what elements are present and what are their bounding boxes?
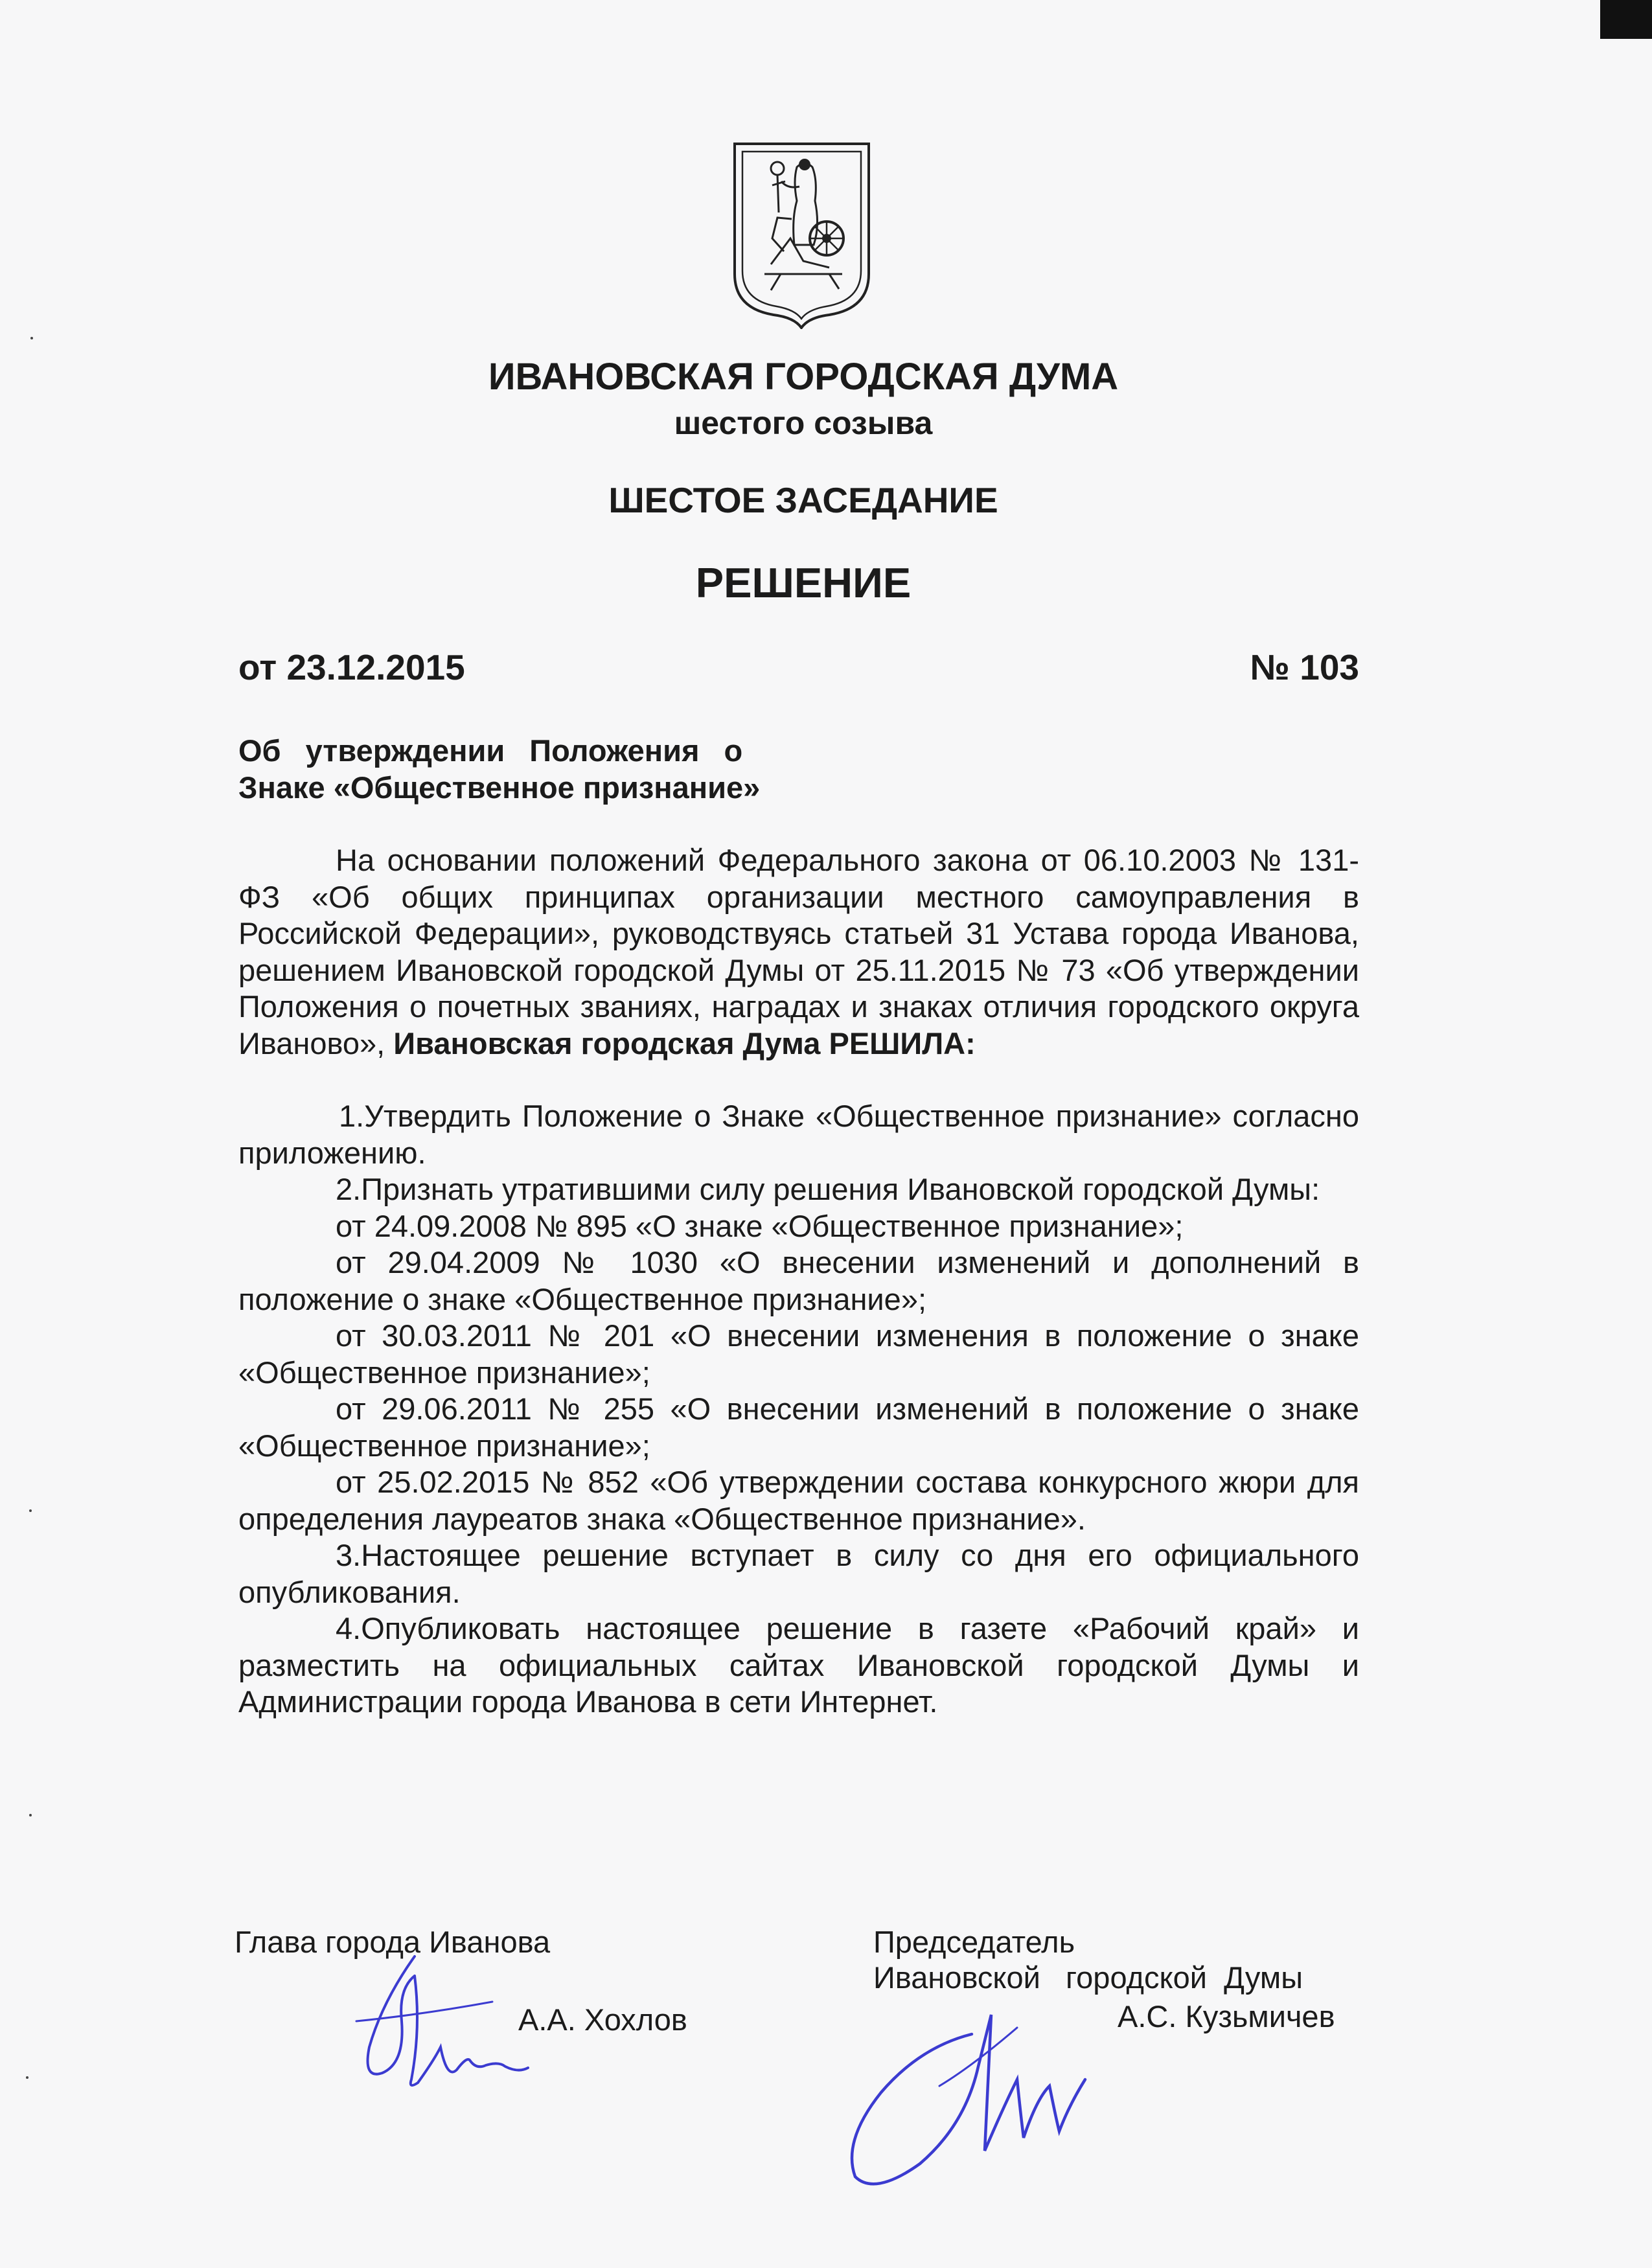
session-title: ШЕСТОЕ ЗАСЕДАНИЕ [608,480,998,520]
repealed-decision: от 30.03.2011 № 201 «О внесении изменения в положение о знаке «Общественное признание»; [238,1318,1359,1390]
scan-speck [29,1509,32,1512]
scan-speck [29,1814,32,1816]
handwritten-signature-left [343,1950,531,2099]
decision-meta [238,647,1359,692]
convocation: шестого созыва [674,405,933,441]
signatory-left-title: Глава города Иванова [235,1925,551,1959]
paragraph-spacer [238,1062,1359,1098]
signatory-right-title: Председатель Ивановской городской Думы [873,1925,1303,1995]
subject-line-2: Знаке «Общественное признание» [238,770,761,805]
scan-speck [30,337,33,339]
item-1: 1.Утвердить Положение о Знаке «Общественное признание» согласно приложению. [238,1099,1359,1170]
scan-edge [1600,0,1652,39]
preamble-resolution: Ивановская городская Дума РЕШИЛА: [393,1025,976,1060]
preamble: На основании положений Федерального закона от 06.10.2003 № 131-ФЗ «Об общих принципах организации местного самоуправления в Российской Федерации», руководствуясь статьей 31 Устава города Иванова, решением Ивановской городской Думы от 25.11.2015 № 73 «Об утверждении Положения о почетных званиях, наградах и знаках отличия городского округа Иваново», Ивановская городская Дума РЕШИЛА: [238,843,1359,1060]
signatory-left-name: А.А. Хохлов [518,2002,687,2037]
repealed-decision: от 25.02.2015 № 852 «Об утверждении состава конкурсного жюри для определения лауреатов знака «Общественное признание». [238,1465,1359,1536]
item-4: 4.Опубликовать настоящее решение в газете «Рабочий край» и разместить на официальных сайтах Ивановской городской Думы и Администрации города Иванова в сети Интернет. [238,1611,1359,1719]
repealed-decision: от 24.09.2008 № 895 «О знаке «Общественное признание»; [336,1208,1184,1243]
handwritten-signature-right [823,1989,1095,2203]
ivanovo-coat-of-arms-icon [732,141,871,329]
organization-title: ИВАНОВСКАЯ ГОРОДСКАЯ ДУМА [488,356,1119,398]
scan-speck [26,2076,29,2079]
repealed-decision: от 29.06.2011 № 255 «О внесении изменений в положение о знаке «Общественное признание»; [238,1392,1359,1463]
decision-number: № 103 [1250,647,1359,687]
item-3: 3.Настоящее решение вступает в силу со дня его официального опубликования. [238,1538,1359,1609]
subject-line-1: Об утверждении Положения о [238,733,743,768]
repealed-decision: от 29.04.2009 № 1030 «О внесении изменений и дополнений в положение о знаке «Общественное признание»; [238,1245,1359,1316]
document-type: РЕШЕНИЕ [695,559,912,606]
decision-date: от 23.12.2015 [238,647,465,687]
decision-subject [238,732,821,806]
signatory-right-name: А.С. Кузьмичев [1118,1999,1335,2033]
decision-body [238,842,1359,1721]
item-2: 2.Признать утратившими силу решения Ивановской городской Думы: [336,1172,1320,1206]
